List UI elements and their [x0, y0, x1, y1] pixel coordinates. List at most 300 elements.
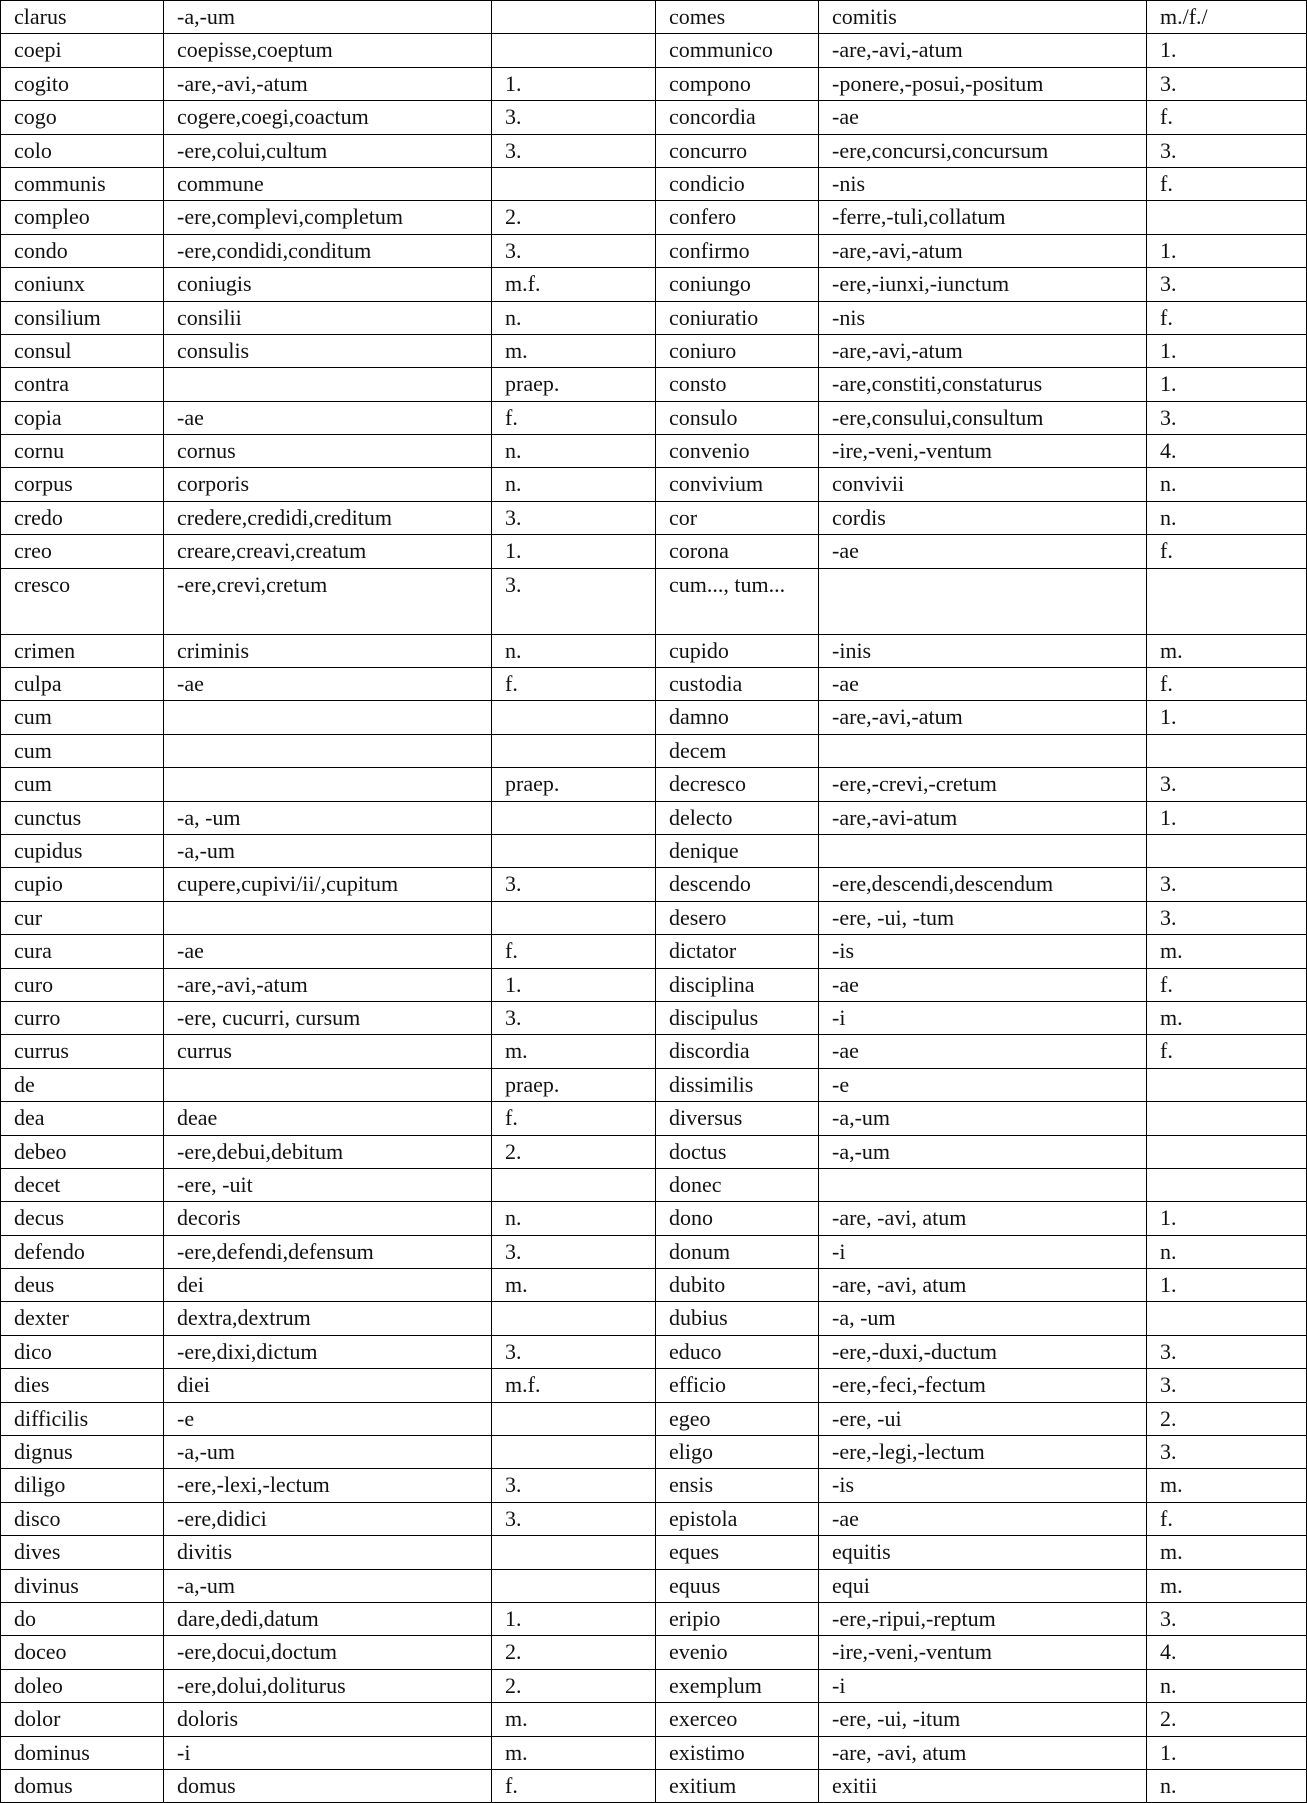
- right-headword-cell: dictator: [656, 935, 819, 968]
- table-row: [1, 935, 1307, 968]
- table-row: [1, 301, 1307, 334]
- table-row: [1, 167, 1307, 200]
- left-category-cell: m.f.: [492, 268, 656, 301]
- left-category-cell: praep.: [492, 368, 656, 401]
- table-row: [1, 834, 1307, 867]
- left-category-cell: [492, 1536, 656, 1569]
- left-category-cell: m.: [492, 334, 656, 367]
- left-headword-cell: dignus: [1, 1436, 164, 1469]
- right-category-cell: [1147, 1168, 1307, 1201]
- right-forms-cell: -are,-avi,-atum: [819, 34, 1147, 67]
- right-forms-cell: -inis: [819, 634, 1147, 667]
- left-forms-cell: cupere,cupivi/ii/,cupitum: [164, 868, 492, 901]
- left-forms-cell: -are,-avi,-atum: [164, 968, 492, 1001]
- table-row: [1, 1602, 1307, 1635]
- left-forms-cell: -i: [164, 1736, 492, 1769]
- right-category-cell: m.: [1147, 1536, 1307, 1569]
- right-forms-cell: -is: [819, 1469, 1147, 1502]
- right-forms-cell: -are, -avi, atum: [819, 1202, 1147, 1235]
- left-category-cell: [492, 701, 656, 734]
- table-row: [1, 634, 1307, 667]
- table-row: [1, 201, 1307, 234]
- left-forms-cell: [164, 701, 492, 734]
- left-category-cell: f.: [492, 1102, 656, 1135]
- left-forms-cell: dei: [164, 1269, 492, 1302]
- right-headword-cell: donec: [656, 1168, 819, 1201]
- left-headword-cell: consilium: [1, 301, 164, 334]
- right-forms-cell: comitis: [819, 1, 1147, 34]
- table-row: [1, 501, 1307, 534]
- left-forms-cell: -ere,colui,cultum: [164, 134, 492, 167]
- left-forms-cell: cornus: [164, 435, 492, 468]
- table-row: [1, 34, 1307, 67]
- left-category-cell: 1.: [492, 535, 656, 568]
- right-headword-cell: delecto: [656, 801, 819, 834]
- vocabulary-table-body: [1, 1, 1307, 1803]
- right-headword-cell: doctus: [656, 1135, 819, 1168]
- right-forms-cell: -ere,-legi,-lectum: [819, 1436, 1147, 1469]
- right-category-cell: [1147, 734, 1307, 767]
- right-category-cell: n.: [1147, 1769, 1307, 1802]
- left-headword-cell: corpus: [1, 468, 164, 501]
- left-category-cell: 3.: [492, 1001, 656, 1034]
- left-headword-cell: dexter: [1, 1302, 164, 1335]
- right-category-cell: n.: [1147, 1669, 1307, 1702]
- left-forms-cell: -ere, -uit: [164, 1168, 492, 1201]
- table-row: [1, 1703, 1307, 1736]
- right-headword-cell: educo: [656, 1335, 819, 1368]
- right-headword-cell: communico: [656, 34, 819, 67]
- right-headword-cell: damno: [656, 701, 819, 734]
- left-forms-cell: doloris: [164, 1703, 492, 1736]
- right-headword-cell: cor: [656, 501, 819, 534]
- left-category-cell: 3.: [492, 101, 656, 134]
- right-category-cell: f.: [1147, 668, 1307, 701]
- right-forms-cell: -is: [819, 935, 1147, 968]
- right-category-cell: 3.: [1147, 1436, 1307, 1469]
- left-forms-cell: -ere,defendi,defensum: [164, 1235, 492, 1268]
- left-forms-cell: currus: [164, 1035, 492, 1068]
- table-row: [1, 268, 1307, 301]
- right-category-cell: n.: [1147, 468, 1307, 501]
- left-forms-cell: -ae: [164, 935, 492, 968]
- left-forms-cell: creare,creavi,creatum: [164, 535, 492, 568]
- left-category-cell: 3.: [492, 234, 656, 267]
- table-row: [1, 1001, 1307, 1034]
- right-category-cell: 3.: [1147, 1602, 1307, 1635]
- right-category-cell: f.: [1147, 301, 1307, 334]
- right-forms-cell: -ere,-iunxi,-iunctum: [819, 268, 1147, 301]
- right-forms-cell: cordis: [819, 501, 1147, 534]
- table-row: [1, 801, 1307, 834]
- right-headword-cell: concurro: [656, 134, 819, 167]
- left-forms-cell: -a,-um: [164, 1, 492, 34]
- table-row: [1, 334, 1307, 367]
- right-category-cell: m.: [1147, 634, 1307, 667]
- left-category-cell: m.: [492, 1703, 656, 1736]
- left-forms-cell: consulis: [164, 334, 492, 367]
- right-forms-cell: exitii: [819, 1769, 1147, 1802]
- left-headword-cell: dies: [1, 1369, 164, 1402]
- left-forms-cell: coniugis: [164, 268, 492, 301]
- right-forms-cell: -ae: [819, 1502, 1147, 1535]
- right-headword-cell: disciplina: [656, 968, 819, 1001]
- left-forms-cell: [164, 1068, 492, 1101]
- right-category-cell: f.: [1147, 968, 1307, 1001]
- left-forms-cell: decoris: [164, 1202, 492, 1235]
- left-category-cell: 2.: [492, 201, 656, 234]
- right-category-cell: 2.: [1147, 1402, 1307, 1435]
- left-forms-cell: -ere,dixi,dictum: [164, 1335, 492, 1368]
- table-row: [1, 67, 1307, 100]
- table-row: [1, 1502, 1307, 1535]
- right-category-cell: [1147, 1135, 1307, 1168]
- left-category-cell: [492, 901, 656, 934]
- right-headword-cell: dono: [656, 1202, 819, 1235]
- table-row: [1, 734, 1307, 767]
- left-category-cell: 3.: [492, 134, 656, 167]
- left-forms-cell: -are,-avi,-atum: [164, 67, 492, 100]
- right-forms-cell: -i: [819, 1235, 1147, 1268]
- left-headword-cell: cum: [1, 734, 164, 767]
- right-forms-cell: [819, 734, 1147, 767]
- right-headword-cell: discordia: [656, 1035, 819, 1068]
- left-forms-cell: divitis: [164, 1536, 492, 1569]
- left-category-cell: [492, 167, 656, 200]
- left-headword-cell: cupidus: [1, 834, 164, 867]
- table-row: [1, 1436, 1307, 1469]
- right-category-cell: m./f./: [1147, 1, 1307, 34]
- left-category-cell: [492, 734, 656, 767]
- right-forms-cell: -are,-avi,-atum: [819, 334, 1147, 367]
- left-forms-cell: coepisse,coeptum: [164, 34, 492, 67]
- left-headword-cell: culpa: [1, 668, 164, 701]
- left-category-cell: [492, 1168, 656, 1201]
- table-row: [1, 1536, 1307, 1569]
- right-category-cell: n.: [1147, 501, 1307, 534]
- right-headword-cell: compono: [656, 67, 819, 100]
- left-headword-cell: cunctus: [1, 801, 164, 834]
- right-headword-cell: donum: [656, 1235, 819, 1268]
- left-headword-cell: cornu: [1, 435, 164, 468]
- right-category-cell: m.: [1147, 1569, 1307, 1602]
- table-row: [1, 1569, 1307, 1602]
- right-category-cell: f.: [1147, 1035, 1307, 1068]
- left-headword-cell: clarus: [1, 1, 164, 34]
- left-category-cell: m.f.: [492, 1369, 656, 1402]
- right-forms-cell: -ae: [819, 535, 1147, 568]
- left-headword-cell: colo: [1, 134, 164, 167]
- right-category-cell: [1147, 834, 1307, 867]
- right-forms-cell: -are,-avi,-atum: [819, 701, 1147, 734]
- left-forms-cell: -a,-um: [164, 1569, 492, 1602]
- left-category-cell: [492, 1302, 656, 1335]
- left-category-cell: 1.: [492, 1602, 656, 1635]
- left-headword-cell: dico: [1, 1335, 164, 1368]
- right-forms-cell: -ere,-crevi,-cretum: [819, 768, 1147, 801]
- right-forms-cell: -ferre,-tuli,collatum: [819, 201, 1147, 234]
- right-headword-cell: convivium: [656, 468, 819, 501]
- right-headword-cell: desero: [656, 901, 819, 934]
- left-category-cell: praep.: [492, 768, 656, 801]
- table-row: [1, 1269, 1307, 1302]
- right-category-cell: 1.: [1147, 368, 1307, 401]
- table-row: [1, 968, 1307, 1001]
- right-forms-cell: -are,-avi-atum: [819, 801, 1147, 834]
- left-headword-cell: cogo: [1, 101, 164, 134]
- right-category-cell: 1.: [1147, 1202, 1307, 1235]
- left-headword-cell: debeo: [1, 1135, 164, 1168]
- left-forms-cell: -ere,-lexi,-lectum: [164, 1469, 492, 1502]
- right-forms-cell: -ere,descendi,descendum: [819, 868, 1147, 901]
- left-forms-cell: -ere,didici: [164, 1502, 492, 1535]
- right-forms-cell: -ere, -ui, -itum: [819, 1703, 1147, 1736]
- left-category-cell: 3.: [492, 1335, 656, 1368]
- right-forms-cell: [819, 834, 1147, 867]
- left-category-cell: m.: [492, 1736, 656, 1769]
- left-headword-cell: coepi: [1, 34, 164, 67]
- right-category-cell: f.: [1147, 535, 1307, 568]
- right-category-cell: 3.: [1147, 268, 1307, 301]
- right-category-cell: 3.: [1147, 1369, 1307, 1402]
- right-forms-cell: -ere,-feci,-fectum: [819, 1369, 1147, 1402]
- left-headword-cell: doceo: [1, 1636, 164, 1669]
- left-category-cell: [492, 801, 656, 834]
- right-headword-cell: cum..., tum...: [656, 568, 819, 634]
- table-row: [1, 401, 1307, 434]
- left-headword-cell: cresco: [1, 568, 164, 634]
- left-headword-cell: dives: [1, 1536, 164, 1569]
- right-forms-cell: -ae: [819, 1035, 1147, 1068]
- left-headword-cell: cum: [1, 701, 164, 734]
- right-category-cell: [1147, 1102, 1307, 1135]
- table-row: [1, 1302, 1307, 1335]
- right-forms-cell: -ere,-ripui,-reptum: [819, 1602, 1147, 1635]
- right-headword-cell: exemplum: [656, 1669, 819, 1702]
- left-headword-cell: cogito: [1, 67, 164, 100]
- right-headword-cell: equus: [656, 1569, 819, 1602]
- left-forms-cell: -a,-um: [164, 1436, 492, 1469]
- left-forms-cell: -ere, cucurri, cursum: [164, 1001, 492, 1034]
- table-row: [1, 1769, 1307, 1802]
- left-forms-cell: deae: [164, 1102, 492, 1135]
- left-headword-cell: dominus: [1, 1736, 164, 1769]
- right-headword-cell: exitium: [656, 1769, 819, 1802]
- right-headword-cell: efficio: [656, 1369, 819, 1402]
- right-category-cell: 3.: [1147, 901, 1307, 934]
- right-headword-cell: consulo: [656, 401, 819, 434]
- left-category-cell: 2.: [492, 1669, 656, 1702]
- right-headword-cell: comes: [656, 1, 819, 34]
- right-category-cell: 2.: [1147, 1703, 1307, 1736]
- table-row: [1, 1102, 1307, 1135]
- right-headword-cell: egeo: [656, 1402, 819, 1435]
- right-category-cell: m.: [1147, 1001, 1307, 1034]
- table-row: [1, 1736, 1307, 1769]
- right-category-cell: f.: [1147, 1502, 1307, 1535]
- table-row: [1, 468, 1307, 501]
- table-row: [1, 1235, 1307, 1268]
- right-headword-cell: condicio: [656, 167, 819, 200]
- right-category-cell: f.: [1147, 101, 1307, 134]
- right-headword-cell: evenio: [656, 1636, 819, 1669]
- right-forms-cell: -ae: [819, 668, 1147, 701]
- right-headword-cell: convenio: [656, 435, 819, 468]
- left-headword-cell: difficilis: [1, 1402, 164, 1435]
- left-forms-cell: -a,-um: [164, 834, 492, 867]
- left-headword-cell: communis: [1, 167, 164, 200]
- right-headword-cell: corona: [656, 535, 819, 568]
- right-category-cell: 1.: [1147, 234, 1307, 267]
- left-headword-cell: curo: [1, 968, 164, 1001]
- left-forms-cell: [164, 901, 492, 934]
- right-forms-cell: -ere,consului,consultum: [819, 401, 1147, 434]
- left-forms-cell: [164, 768, 492, 801]
- right-headword-cell: eligo: [656, 1436, 819, 1469]
- right-forms-cell: -nis: [819, 301, 1147, 334]
- table-row: [1, 568, 1307, 634]
- left-forms-cell: -ere,dolui,doliturus: [164, 1669, 492, 1702]
- left-category-cell: n.: [492, 468, 656, 501]
- left-headword-cell: crimen: [1, 634, 164, 667]
- right-forms-cell: equi: [819, 1569, 1147, 1602]
- right-forms-cell: -ae: [819, 968, 1147, 1001]
- left-category-cell: f.: [492, 935, 656, 968]
- right-headword-cell: descendo: [656, 868, 819, 901]
- table-row: [1, 535, 1307, 568]
- right-headword-cell: decresco: [656, 768, 819, 801]
- left-category-cell: 3.: [492, 501, 656, 534]
- right-forms-cell: -ere, -ui: [819, 1402, 1147, 1435]
- left-headword-cell: contra: [1, 368, 164, 401]
- left-category-cell: n.: [492, 634, 656, 667]
- left-forms-cell: domus: [164, 1769, 492, 1802]
- right-forms-cell: -ere,-duxi,-ductum: [819, 1335, 1147, 1368]
- right-headword-cell: custodia: [656, 668, 819, 701]
- left-headword-cell: cur: [1, 901, 164, 934]
- right-headword-cell: cupido: [656, 634, 819, 667]
- left-category-cell: f.: [492, 1769, 656, 1802]
- right-headword-cell: confero: [656, 201, 819, 234]
- right-category-cell: n.: [1147, 1235, 1307, 1268]
- left-category-cell: n.: [492, 435, 656, 468]
- left-forms-cell: cogere,coegi,coactum: [164, 101, 492, 134]
- right-category-cell: 3.: [1147, 768, 1307, 801]
- left-headword-cell: disco: [1, 1502, 164, 1535]
- right-category-cell: m.: [1147, 1469, 1307, 1502]
- left-forms-cell: dare,dedi,datum: [164, 1602, 492, 1635]
- right-category-cell: f.: [1147, 167, 1307, 200]
- right-forms-cell: -are,constiti,constaturus: [819, 368, 1147, 401]
- left-headword-cell: divinus: [1, 1569, 164, 1602]
- left-category-cell: 3.: [492, 868, 656, 901]
- left-category-cell: praep.: [492, 1068, 656, 1101]
- right-forms-cell: equitis: [819, 1536, 1147, 1569]
- left-category-cell: 3.: [492, 568, 656, 634]
- right-category-cell: 1.: [1147, 34, 1307, 67]
- left-headword-cell: coniunx: [1, 268, 164, 301]
- table-row: [1, 234, 1307, 267]
- right-forms-cell: [819, 568, 1147, 634]
- right-forms-cell: -a,-um: [819, 1135, 1147, 1168]
- right-headword-cell: coniuro: [656, 334, 819, 367]
- left-forms-cell: credere,credidi,creditum: [164, 501, 492, 534]
- right-headword-cell: epistola: [656, 1502, 819, 1535]
- table-row: [1, 868, 1307, 901]
- right-headword-cell: ensis: [656, 1469, 819, 1502]
- right-headword-cell: eques: [656, 1536, 819, 1569]
- right-headword-cell: exerceo: [656, 1703, 819, 1736]
- table-row: [1, 1135, 1307, 1168]
- right-headword-cell: dubito: [656, 1269, 819, 1302]
- left-forms-cell: -ae: [164, 401, 492, 434]
- left-category-cell: 1.: [492, 968, 656, 1001]
- left-forms-cell: dextra,dextrum: [164, 1302, 492, 1335]
- left-headword-cell: deus: [1, 1269, 164, 1302]
- right-forms-cell: -are, -avi, atum: [819, 1269, 1147, 1302]
- right-category-cell: 1.: [1147, 334, 1307, 367]
- left-forms-cell: -e: [164, 1402, 492, 1435]
- right-forms-cell: convivii: [819, 468, 1147, 501]
- right-headword-cell: eripio: [656, 1602, 819, 1635]
- left-headword-cell: domus: [1, 1769, 164, 1802]
- left-headword-cell: curro: [1, 1001, 164, 1034]
- table-row: [1, 901, 1307, 934]
- table-row: [1, 1335, 1307, 1368]
- left-forms-cell: -ere,complevi,completum: [164, 201, 492, 234]
- right-category-cell: [1147, 568, 1307, 634]
- right-category-cell: m.: [1147, 935, 1307, 968]
- table-row: [1, 1168, 1307, 1201]
- right-forms-cell: -ere, -ui, -tum: [819, 901, 1147, 934]
- right-headword-cell: dubius: [656, 1302, 819, 1335]
- left-category-cell: [492, 34, 656, 67]
- right-category-cell: [1147, 201, 1307, 234]
- left-category-cell: f.: [492, 668, 656, 701]
- left-headword-cell: decus: [1, 1202, 164, 1235]
- right-headword-cell: diversus: [656, 1102, 819, 1135]
- right-forms-cell: -nis: [819, 167, 1147, 200]
- table-row: [1, 1035, 1307, 1068]
- table-row: [1, 435, 1307, 468]
- left-category-cell: 3.: [492, 1469, 656, 1502]
- right-forms-cell: -ire,-veni,-ventum: [819, 1636, 1147, 1669]
- left-headword-cell: de: [1, 1068, 164, 1101]
- right-headword-cell: coniungo: [656, 268, 819, 301]
- right-category-cell: 1.: [1147, 1736, 1307, 1769]
- left-forms-cell: -ere,docui,doctum: [164, 1636, 492, 1669]
- left-headword-cell: cum: [1, 768, 164, 801]
- right-category-cell: 3.: [1147, 1335, 1307, 1368]
- left-category-cell: n.: [492, 1202, 656, 1235]
- left-forms-cell: [164, 368, 492, 401]
- right-forms-cell: -a,-um: [819, 1102, 1147, 1135]
- right-category-cell: 4.: [1147, 1636, 1307, 1669]
- left-category-cell: [492, 1569, 656, 1602]
- left-forms-cell: -a, -um: [164, 801, 492, 834]
- left-category-cell: [492, 1402, 656, 1435]
- right-headword-cell: dissimilis: [656, 1068, 819, 1101]
- right-category-cell: 3.: [1147, 134, 1307, 167]
- left-headword-cell: defendo: [1, 1235, 164, 1268]
- left-headword-cell: compleo: [1, 201, 164, 234]
- right-forms-cell: -ponere,-posui,-positum: [819, 67, 1147, 100]
- left-forms-cell: -ere,crevi,cretum: [164, 568, 492, 634]
- right-forms-cell: -ae: [819, 101, 1147, 134]
- right-category-cell: 4.: [1147, 435, 1307, 468]
- left-category-cell: n.: [492, 301, 656, 334]
- right-category-cell: [1147, 1302, 1307, 1335]
